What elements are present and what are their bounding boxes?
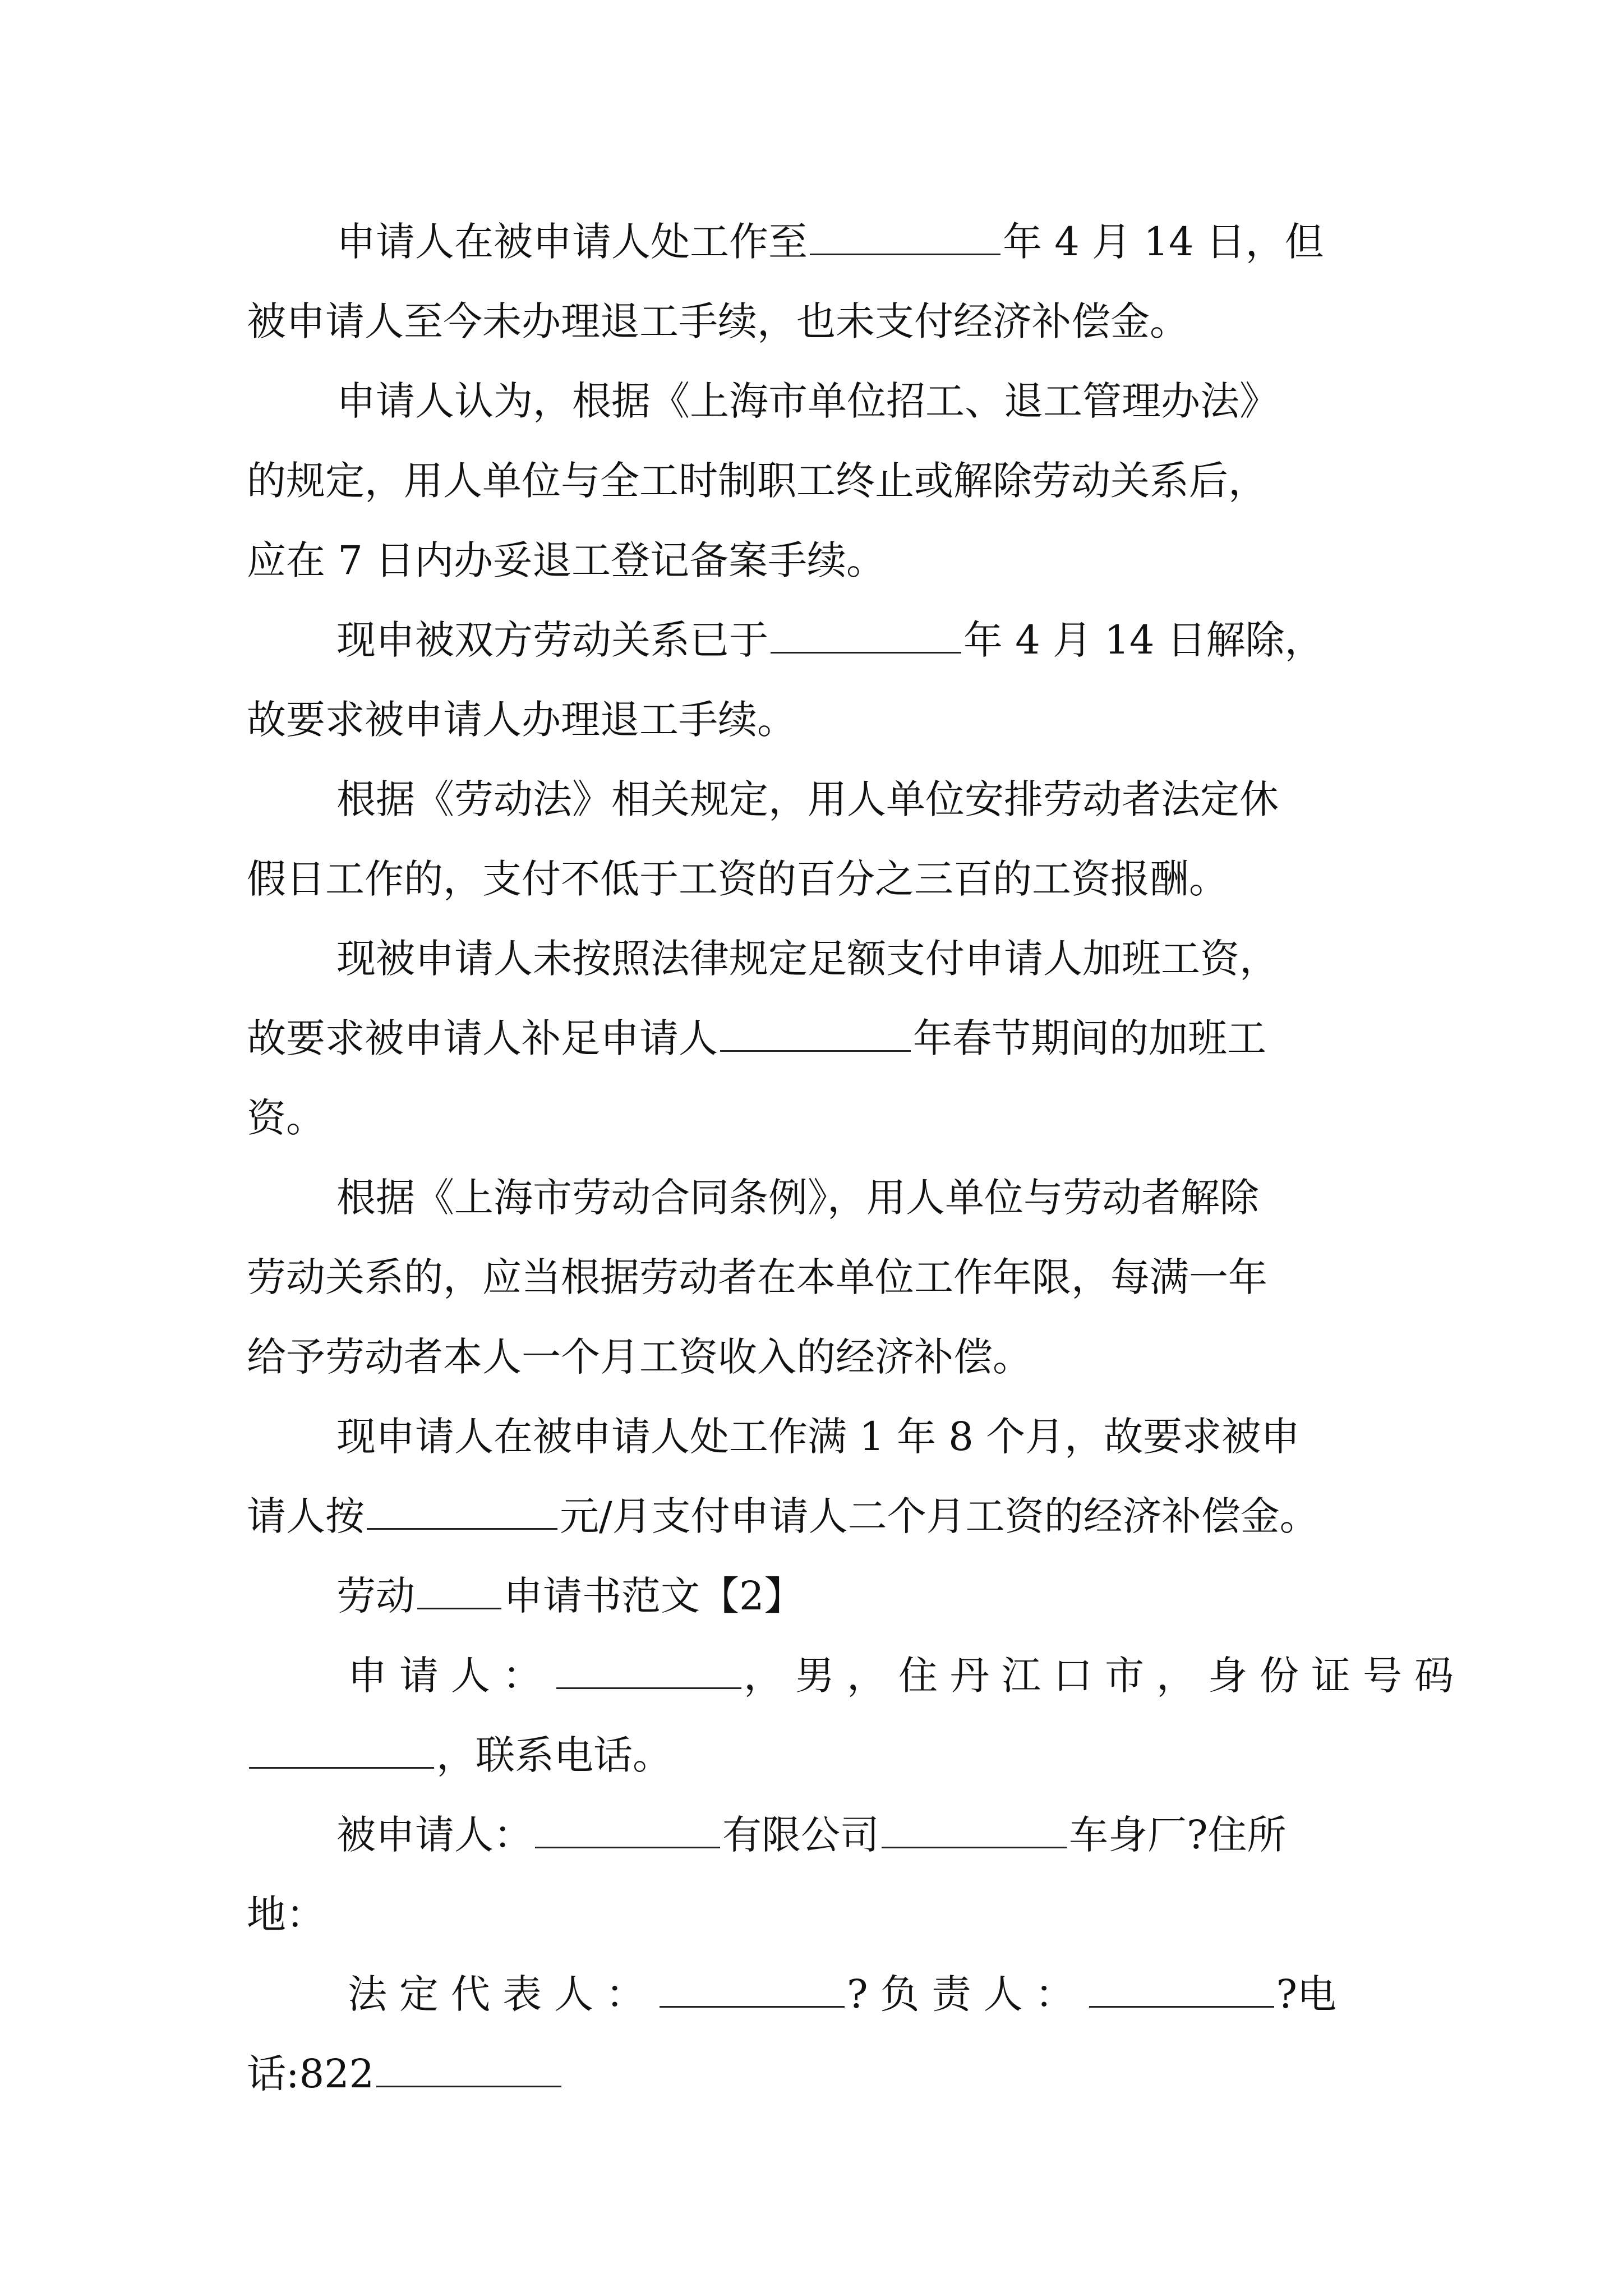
text: ，联系电话。	[436, 1732, 672, 1778]
text: 申请人在被申请人处工作至	[336, 219, 808, 265]
text: 现申请人在被申请人处工作满 1 年 8 个月，故要求被申	[336, 1414, 1301, 1460]
blank-field	[810, 219, 1000, 255]
blank-field	[249, 1732, 434, 1769]
paragraph-7-line-1	[247, 1397, 1368, 1476]
representative-line-2	[247, 2034, 1368, 2114]
text: 申请书范文【2】	[504, 1573, 804, 1619]
text: 给予劳动者本人一个月工资收入的经济补偿。	[247, 1334, 1032, 1380]
paragraph-2-line-2	[247, 441, 1368, 521]
text: 法定代表人：	[348, 1971, 657, 2017]
blank-field	[660, 1971, 845, 2008]
text: 假日工作的，支付不低于工资的百分之三百的工资报酬。	[247, 856, 1228, 902]
text: 话:822	[247, 2051, 375, 2097]
section-heading	[247, 1556, 1368, 1636]
text: ，男，住丹江口市，身份证号码	[744, 1653, 1466, 1699]
paragraph-1-line-1	[247, 202, 1368, 282]
blank-field	[882, 1812, 1067, 1848]
text: 年 4 月 14 日，但	[1003, 219, 1324, 265]
text: 申请人：	[348, 1653, 554, 1699]
text: 根据《劳动法》相关规定，用人单位安排劳动者法定休	[336, 776, 1279, 822]
paragraph-3-line-1	[247, 600, 1368, 680]
text: 根据《上海市劳动合同条例》，用人单位与劳动者解除	[336, 1175, 1259, 1221]
paragraph-1-line-2	[247, 282, 1368, 361]
paragraph-3-line-2	[247, 680, 1368, 760]
text: 应在 7 日内办妥退工登记备案手续。	[247, 537, 886, 583]
text: 劳动关系的，应当根据劳动者在本单位工作年限，每满一年	[247, 1254, 1267, 1300]
paragraph-5-line-1	[247, 919, 1368, 999]
paragraph-5-line-2	[247, 999, 1368, 1078]
text: 有限公司	[722, 1812, 879, 1858]
text: ?负责人：	[847, 1971, 1087, 2017]
representative-line-1	[247, 1954, 1368, 2034]
paragraph-5-line-3	[247, 1078, 1368, 1158]
text: 现申被双方劳动关系已于	[336, 617, 768, 663]
text: 年春节期间的加班工	[913, 1015, 1266, 1061]
text: 地：	[247, 1892, 325, 1938]
blank-field	[376, 2051, 561, 2087]
text: 元/月支付申请人二个月工资的经济补偿金。	[560, 1493, 1319, 1539]
text: 的规定，用人单位与全工时制职工终止或解除劳动关系后，	[247, 458, 1267, 504]
text: 故要求被申请人补足申请人	[247, 1015, 718, 1061]
paragraph-2-line-1	[247, 361, 1368, 441]
blank-field	[556, 1653, 741, 1689]
respondent-line-2	[247, 1875, 1368, 1954]
text: 劳动	[336, 1573, 415, 1619]
paragraph-2-line-3	[247, 521, 1368, 600]
applicant-line-2	[247, 1715, 1368, 1795]
text: 故要求被申请人办理退工手续。	[247, 697, 796, 743]
text: 现被申请人未按照法律规定足额支付申请人加班工资，	[336, 936, 1279, 982]
blank-field	[417, 1573, 501, 1609]
document-body	[247, 202, 1466, 2114]
applicant-line-1	[247, 1636, 1466, 1715]
blank-field	[720, 1015, 911, 1052]
paragraph-7-line-2	[247, 1476, 1368, 1556]
blank-field	[367, 1493, 557, 1530]
text: ?电	[1276, 1971, 1337, 2017]
text: 被申请人：	[336, 1812, 533, 1858]
respondent-line-1	[247, 1795, 1368, 1875]
blank-field	[1089, 1971, 1274, 2008]
text: 申请人认为，根据《上海市单位招工、退工管理办法》	[336, 378, 1279, 424]
paragraph-6-line-1	[247, 1158, 1368, 1237]
text: 年 4 月 14 日解除，	[963, 617, 1324, 663]
text: 请人按	[247, 1493, 365, 1539]
paragraph-4-line-1	[247, 760, 1368, 839]
blank-field	[535, 1812, 720, 1848]
blank-field	[771, 617, 961, 654]
paragraph-6-line-2	[247, 1237, 1368, 1317]
text: 被申请人至今未办理退工手续，也未支付经济补偿金。	[247, 298, 1189, 344]
paragraph-6-line-3	[247, 1317, 1368, 1397]
text: 资。	[247, 1095, 325, 1141]
paragraph-4-line-2	[247, 839, 1368, 919]
text: 车身厂?住所	[1069, 1812, 1287, 1858]
